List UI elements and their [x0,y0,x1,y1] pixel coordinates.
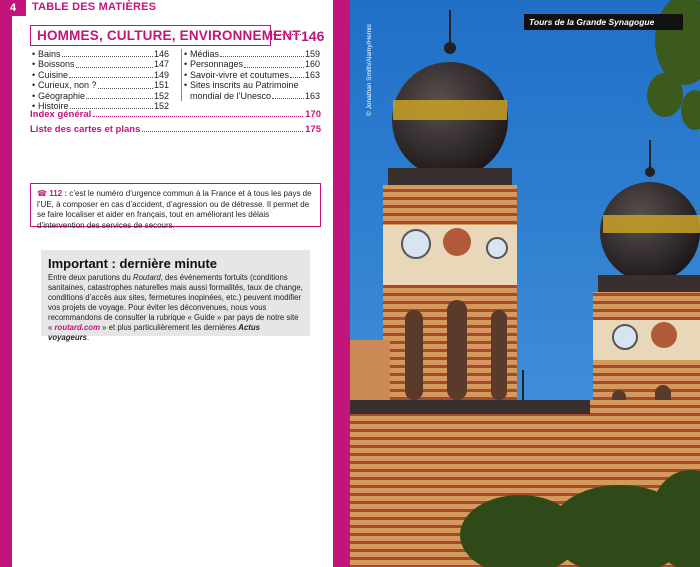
header-title: TABLE DES MATIÈRES [32,1,157,13]
toc-item[interactable]: • Sites inscrits au Patrimoine [184,80,299,91]
page-edge-bar-left [0,0,12,567]
emergency-box [30,183,321,230]
toc-item[interactable]: • Curieux, non ? 151 [32,80,169,91]
toc-item[interactable]: • Géographie 152 [32,90,169,101]
toc-column-right [181,49,320,101]
important-body: Entre deux parutions du Routard, des événements fortuits (conditions sanitaines, catastrophes naturelles mais aussi formalités, taux de change, conditions d’accès aux sites, fermetures inopinées, etc.) peuvent modifier vos projets de voyage. Pour éviter les déconvenues, nous vous recommandons de consulter la rubrique « Guide » par pays de notre site « routard.com » et plus particulièrement les dernières Actus voyageurs. [48,273,303,342]
emergency-number: 112 : [49,189,67,198]
section-title-box [30,25,301,46]
section-page-number[interactable]: 146 [301,28,325,44]
important-title: Important : dernière minute [48,256,218,271]
page-edge-bar-right [333,0,350,567]
toc-column-left [32,49,169,111]
section-leader-dots [273,34,301,35]
toc-item[interactable]: • Cuisine 149 [32,69,169,80]
phone-icon: ☎ [37,189,47,198]
photo-page [350,0,700,567]
toc-item[interactable]: • Boissons 147 [32,59,169,70]
toc-item-continued[interactable]: mondial de l’Unesco 163 [190,90,320,101]
page-number: 4 [0,0,26,16]
important-notice-box [41,250,310,342]
emergency-text: c’est le numéro d’urgence commun à la France et à tous les pays de l’UE, à composer en cas d’accident, d’agression ou de détresse. Il permet de se faire localiser et aider en français, tout en améliorant les délais d’intervention des services de secours. [37,189,312,230]
maps-list-link[interactable]: Liste des cartes et plans 175 [30,124,321,135]
section-title: HOMMES, CULTURE, ENVIRONNEMENT [37,28,301,43]
site-link[interactable]: routard.com [54,323,101,332]
toc-item[interactable]: • Personnages 160 [184,59,320,70]
toc-item[interactable]: • Bains 146 [32,49,169,59]
toc-item[interactable]: • Savoir-vivre et coutumes 163 [184,69,320,80]
photo-credit: © Jonathan Smith/Alamy/Hemis [366,24,373,116]
page-header [0,0,350,16]
index-general-link[interactable]: Index général 170 [30,109,321,120]
toc-item[interactable]: • Histoire 152 [32,101,169,112]
synagogue-photo [350,0,700,567]
photo-caption: Tours de la Grande Synagogue [524,14,683,30]
toc-item[interactable]: • Médias 159 [184,49,320,59]
